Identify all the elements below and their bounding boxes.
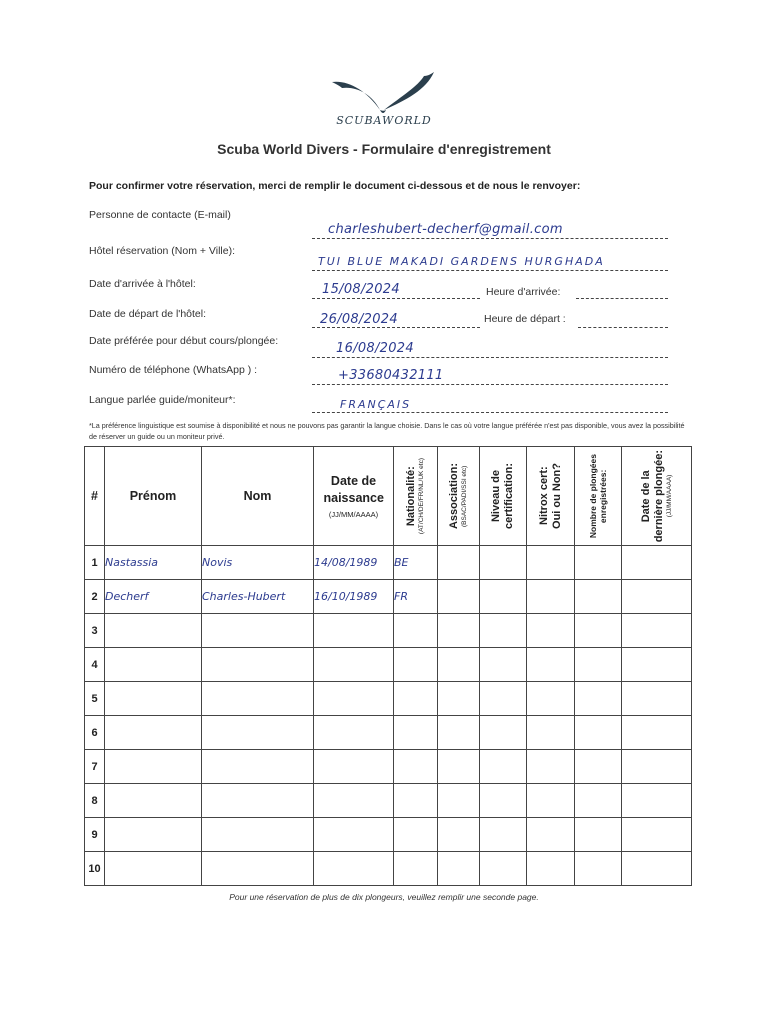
cell-dives[interactable]	[575, 682, 622, 716]
language-label: Langue parlée guide/moniteur*:	[89, 394, 236, 406]
cell-dob[interactable]: 14/08/1989	[314, 546, 394, 580]
cell-nitrox[interactable]	[527, 818, 575, 852]
cell-association[interactable]	[438, 580, 480, 614]
cell-nationality[interactable]	[394, 784, 438, 818]
header-dives-line1: Nombre de plongées	[588, 453, 598, 539]
cell-last-dive[interactable]	[622, 546, 692, 580]
table-row	[85, 784, 692, 818]
cell-level[interactable]	[480, 614, 527, 648]
cell-nom[interactable]	[202, 818, 314, 852]
cell-dob[interactable]	[314, 716, 394, 750]
departure-time-label: Heure de départ :	[484, 313, 566, 325]
cell-nom[interactable]	[202, 784, 314, 818]
language-value: FRANÇAIS	[340, 398, 412, 411]
cell-nationality[interactable]: FR	[394, 580, 438, 614]
row-number: 1	[85, 546, 105, 580]
header-dob-label: Date de naissance	[323, 474, 384, 505]
cell-level[interactable]	[480, 682, 527, 716]
row-number: 9	[85, 818, 105, 852]
cell-level[interactable]	[480, 716, 527, 750]
cell-last-dive[interactable]	[622, 648, 692, 682]
arrival-label: Date d'arrivée à l'hôtel:	[89, 278, 196, 290]
cell-last-dive[interactable]	[622, 852, 692, 886]
cell-nationality[interactable]	[394, 682, 438, 716]
header-last-dive-line2: dernière plongée:	[652, 449, 665, 543]
header-nitrox-line2: Oui ou Non?	[550, 463, 563, 529]
header-level-line2: certification:	[503, 462, 515, 529]
header-dives-line2: enregistrées:	[598, 469, 608, 523]
cell-nom[interactable]: Novis	[202, 546, 314, 580]
table-row	[85, 716, 692, 750]
cell-last-dive[interactable]	[622, 750, 692, 784]
cell-nitrox[interactable]	[527, 716, 575, 750]
cell-level[interactable]	[480, 750, 527, 784]
cell-level[interactable]	[480, 580, 527, 614]
cell-dives[interactable]	[575, 546, 622, 580]
intro-text: Pour confirmer votre réservation, merci de remplir le document ci-dessous et de nous le renvoyer:	[89, 180, 581, 192]
hotel-label: Hôtel réservation (Nom + Ville):	[89, 245, 235, 257]
cell-dives[interactable]	[575, 784, 622, 818]
contact-label: Personne de contacte (E-mail)	[89, 209, 231, 221]
cell-dives[interactable]	[575, 716, 622, 750]
cell-level[interactable]	[480, 648, 527, 682]
cell-last-dive[interactable]	[622, 716, 692, 750]
header-last-dive-line1: Date de la	[639, 470, 652, 522]
cell-prenom[interactable]	[105, 648, 202, 682]
header-nationality	[394, 447, 438, 546]
cell-last-dive[interactable]	[622, 818, 692, 852]
header-num: #	[85, 447, 105, 546]
cell-nom[interactable]	[202, 750, 314, 784]
header-nationality-sub: (AT/CH/DE/FR/NL/UK etc)	[418, 457, 425, 535]
header-last-dive-sub: (JJ/MM/AAAA)	[665, 474, 673, 518]
cell-nom[interactable]	[202, 716, 314, 750]
cell-dob[interactable]	[314, 648, 394, 682]
cell-dob[interactable]	[314, 852, 394, 886]
header-dob-sub: (JJ/MM/AAAA)	[328, 510, 379, 519]
cell-prenom[interactable]: Nastassia	[105, 546, 202, 580]
header-dob	[314, 447, 394, 546]
cell-dives[interactable]	[575, 852, 622, 886]
cell-nationality[interactable]	[394, 614, 438, 648]
cell-nom[interactable]	[202, 852, 314, 886]
cell-nationality[interactable]	[394, 648, 438, 682]
cell-prenom[interactable]	[105, 750, 202, 784]
cell-dob[interactable]	[314, 750, 394, 784]
header-association-sub: (BSAC/PADI/SSI etc)	[461, 465, 468, 527]
contact-value: charleshubert-decherf@gmail.com	[328, 222, 563, 237]
cell-association[interactable]	[438, 784, 480, 818]
cell-nitrox[interactable]	[527, 648, 575, 682]
cell-nom[interactable]	[202, 648, 314, 682]
cell-level[interactable]	[480, 546, 527, 580]
table-row	[85, 614, 692, 648]
header-association-label: Association:	[448, 462, 460, 529]
header-nitrox	[527, 447, 575, 546]
form-title: Scuba World Divers - Formulaire d'enregistrement	[217, 141, 551, 157]
header-association	[438, 447, 480, 546]
header-level	[480, 447, 527, 546]
cell-level[interactable]	[480, 818, 527, 852]
row-number: 2	[85, 580, 105, 614]
table-row	[85, 580, 692, 614]
cell-dob[interactable]	[314, 818, 394, 852]
table-row	[85, 818, 692, 852]
cell-last-dive[interactable]	[622, 614, 692, 648]
table-row	[85, 648, 692, 682]
header-dives	[575, 447, 622, 546]
start-label: Date préférée pour début cours/plongée:	[89, 335, 279, 347]
row-number: 6	[85, 716, 105, 750]
cell-level[interactable]	[480, 784, 527, 818]
cell-nom[interactable]	[202, 614, 314, 648]
cell-last-dive[interactable]	[622, 784, 692, 818]
arrival-time-line[interactable]	[576, 298, 668, 299]
table-row	[85, 546, 692, 580]
footer-note: Pour une réservation de plus de dix plongeurs, veuillez remplir une seconde page.	[229, 892, 539, 902]
cell-last-dive[interactable]	[622, 580, 692, 614]
cell-dives[interactable]	[575, 750, 622, 784]
cell-nationality[interactable]	[394, 750, 438, 784]
phone-line[interactable]	[312, 384, 668, 385]
cell-nationality[interactable]	[394, 818, 438, 852]
tail-fin-icon	[322, 70, 446, 118]
cell-dives[interactable]	[575, 648, 622, 682]
cell-association[interactable]	[438, 682, 480, 716]
cell-nitrox[interactable]	[527, 614, 575, 648]
header-nationality-label: Nationalité:	[405, 466, 417, 526]
header-nom: Nom	[202, 447, 314, 546]
cell-prenom[interactable]: Decherf	[105, 580, 202, 614]
arrival-line[interactable]	[312, 298, 480, 299]
cell-prenom[interactable]	[105, 818, 202, 852]
header-last-dive	[622, 447, 692, 546]
divers-table	[84, 446, 692, 886]
cell-last-dive[interactable]	[622, 682, 692, 716]
cell-level[interactable]	[480, 852, 527, 886]
cell-nationality[interactable]	[394, 716, 438, 750]
cell-nationality[interactable]	[394, 852, 438, 886]
hotel-line[interactable]	[312, 270, 668, 271]
cell-nationality[interactable]: BE	[394, 546, 438, 580]
phone-value: +33680432111	[338, 368, 444, 383]
start-line[interactable]	[312, 357, 668, 358]
language-note: *La préférence linguistique est soumise à disponibilité et nous ne pouvons pas garantir la langue choisie. Dans le cas où votre langue préférée n'est pas disponible, vous avez la possibilité de réserver un guide ou un moniteur privé.	[89, 421, 685, 441]
cell-nitrox[interactable]	[527, 682, 575, 716]
row-number: 3	[85, 614, 105, 648]
cell-association[interactable]	[438, 852, 480, 886]
cell-association[interactable]	[438, 614, 480, 648]
cell-association[interactable]	[438, 716, 480, 750]
cell-prenom[interactable]	[105, 614, 202, 648]
cell-dob[interactable]	[314, 784, 394, 818]
cell-dives[interactable]	[575, 614, 622, 648]
cell-prenom[interactable]	[105, 682, 202, 716]
row-number: 8	[85, 784, 105, 818]
cell-association[interactable]	[438, 648, 480, 682]
row-number: 10	[85, 852, 105, 886]
departure-time-line[interactable]	[578, 327, 668, 328]
logo-text: SCUBAWORLD	[336, 114, 432, 127]
cell-association[interactable]	[438, 546, 480, 580]
cell-prenom[interactable]	[105, 784, 202, 818]
header-prenom: Prénom	[105, 447, 202, 546]
header-nitrox-line1: Nitrox cert:	[537, 466, 550, 526]
start-value: 16/08/2024	[336, 341, 414, 356]
scubaworld-logo	[322, 70, 446, 134]
cell-nom[interactable]: Charles-Hubert	[202, 580, 314, 614]
departure-line[interactable]	[312, 327, 480, 328]
row-number: 5	[85, 682, 105, 716]
cell-prenom[interactable]	[105, 716, 202, 750]
arrival-value: 15/08/2024	[322, 282, 400, 297]
cell-nitrox[interactable]	[527, 546, 575, 580]
table-row	[85, 852, 692, 886]
departure-label: Date de départ de l'hôtel:	[89, 308, 207, 320]
cell-nitrox[interactable]	[527, 750, 575, 784]
cell-dives[interactable]	[575, 818, 622, 852]
header-level-line1: Niveau de	[490, 470, 502, 522]
cell-nitrox[interactable]	[527, 852, 575, 886]
contact-line[interactable]	[312, 238, 668, 239]
language-line[interactable]	[312, 412, 668, 413]
phone-label: Numéro de téléphone (WhatsApp ) :	[89, 364, 258, 376]
cell-dob[interactable]: 16/10/1989	[314, 580, 394, 614]
cell-dives[interactable]	[575, 580, 622, 614]
table-row	[85, 682, 692, 716]
cell-dob[interactable]	[314, 682, 394, 716]
cell-association[interactable]	[438, 750, 480, 784]
cell-nitrox[interactable]	[527, 784, 575, 818]
cell-nitrox[interactable]	[527, 580, 575, 614]
row-number: 7	[85, 750, 105, 784]
departure-value: 26/08/2024	[320, 312, 398, 327]
hotel-value: TUI BLUE MAKADI GARDENS HURGHADA	[318, 255, 605, 268]
table-row	[85, 750, 692, 784]
cell-dob[interactable]	[314, 614, 394, 648]
row-number: 4	[85, 648, 105, 682]
arrival-time-label: Heure d'arrivée:	[486, 286, 561, 298]
cell-association[interactable]	[438, 818, 480, 852]
cell-nom[interactable]	[202, 682, 314, 716]
cell-prenom[interactable]	[105, 852, 202, 886]
